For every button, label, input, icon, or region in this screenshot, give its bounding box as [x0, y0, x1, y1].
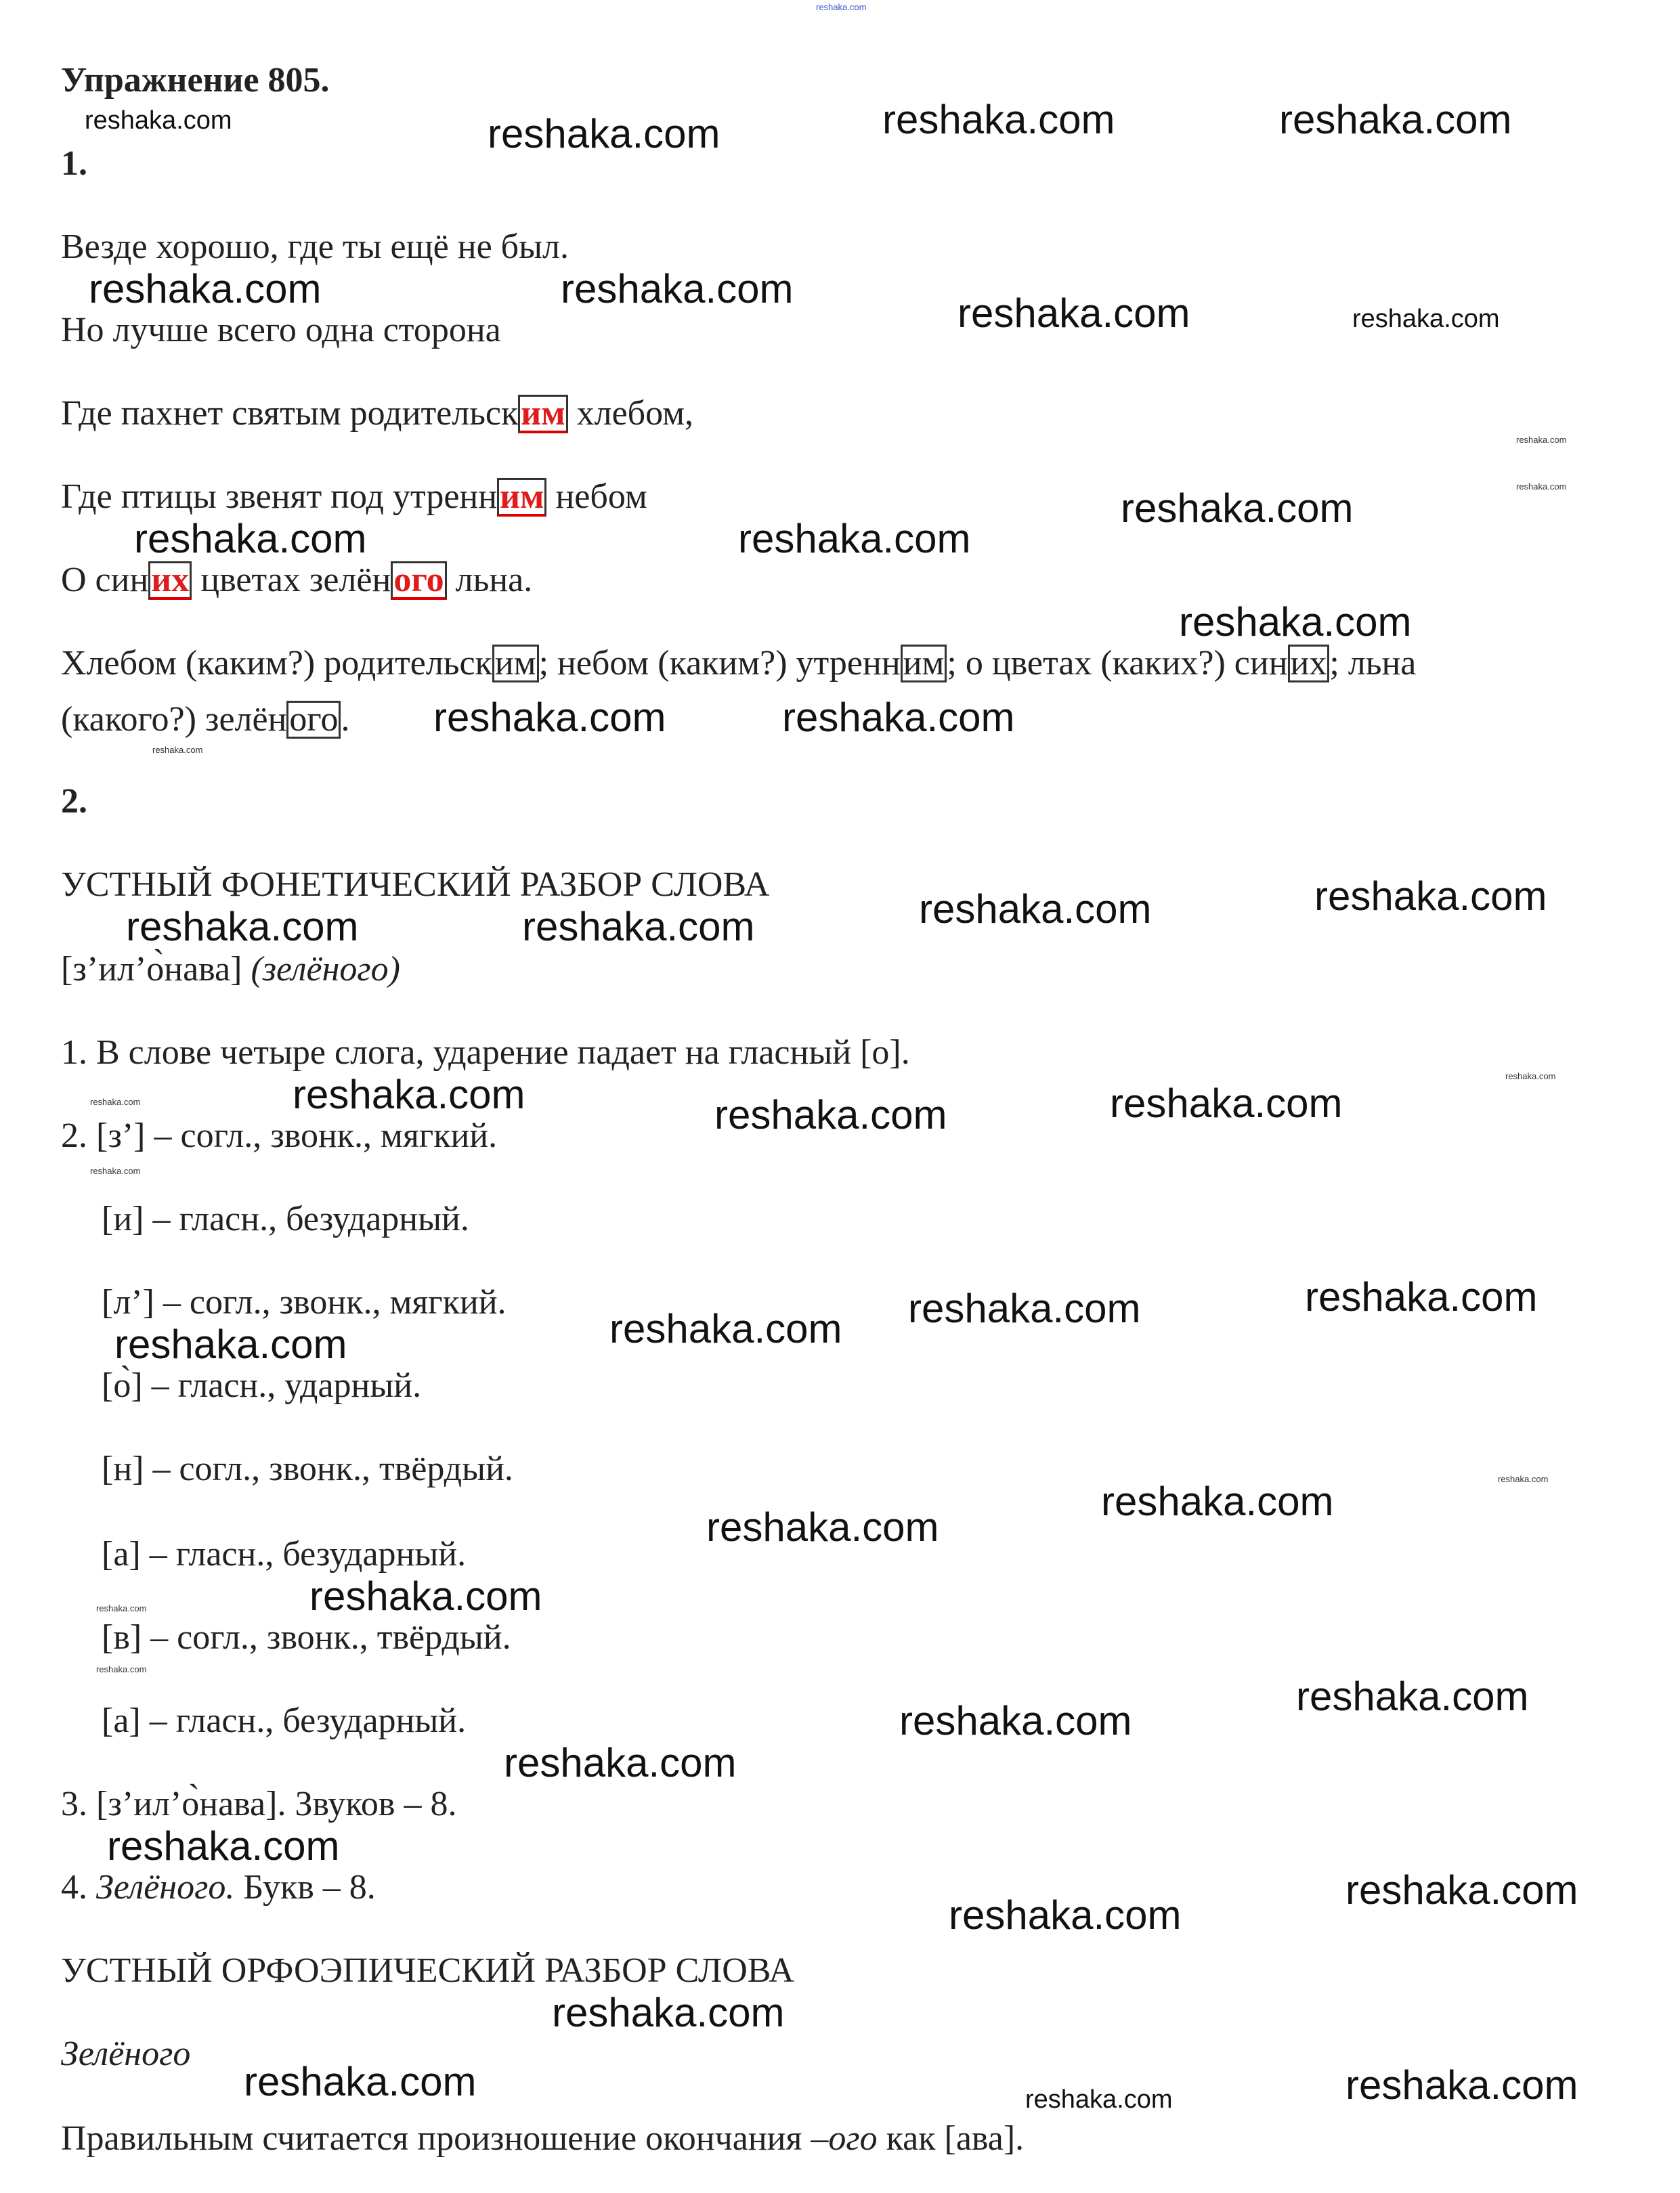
watermark: reshaka.com	[107, 1823, 340, 1869]
boxed-ending: им	[901, 645, 947, 682]
text: небом	[546, 477, 647, 516]
text: Хлебом (каким?) родительск	[61, 644, 492, 682]
text: Букв – 8.	[234, 1868, 376, 1907]
sound: [а] – гласн., безударный.	[102, 1535, 467, 1573]
watermark: reshaka.com	[433, 695, 666, 740]
watermark: reshaka.com	[85, 106, 232, 135]
boxed-ending: ого	[286, 701, 341, 739]
watermark: reshaka.com	[1505, 1071, 1556, 1081]
boxed-ending: их	[1288, 645, 1330, 682]
watermark: reshaka.com	[96, 1603, 147, 1613]
analysis-line-1	[61, 643, 1416, 684]
watermark: reshaka.com	[293, 1072, 525, 1117]
text: Где пахнет святым родительск	[61, 394, 519, 433]
analysis-line-2	[61, 699, 349, 740]
boxed-ending: им	[492, 645, 539, 682]
part-1-label: 1.	[61, 144, 87, 183]
text: Где птицы звенят под утренн	[61, 477, 498, 516]
watermark: reshaka.com	[90, 1166, 141, 1176]
watermark: reshaka.com	[1314, 873, 1547, 919]
watermark: reshaka.com	[908, 1286, 1141, 1331]
watermark: reshaka.com	[90, 1097, 141, 1107]
part-2-label: 2.	[61, 782, 87, 821]
text: ; о цветах (каких?) син	[947, 644, 1288, 682]
item-number: 4.	[61, 1868, 96, 1907]
highlighted-ending: им	[518, 395, 567, 433]
watermark: reshaka.com	[1305, 1274, 1538, 1320]
sound: [н] – согл., звонк., твёрдый.	[102, 1450, 513, 1488]
watermark: reshaka.com	[738, 516, 971, 561]
watermark: reshaka.com	[1025, 2085, 1173, 2114]
watermark: reshaka.com	[561, 266, 794, 311]
highlighted-ending: ого	[391, 561, 446, 600]
text: (какого?) зелён	[61, 700, 287, 739]
watermark: reshaka.com	[714, 1092, 947, 1137]
watermark: reshaka.com	[1121, 485, 1354, 531]
text: Правильным считается произношение окончания	[61, 2119, 811, 2158]
watermark: reshaka.com	[919, 886, 1152, 932]
poem-line-4	[61, 477, 647, 517]
item-4	[61, 1867, 376, 1908]
text: льна.	[446, 561, 533, 599]
watermark: reshaka.com	[89, 266, 322, 311]
item-1: 1. В слове четыре слога, ударение падает на гласный [о].	[61, 1033, 910, 1072]
watermark: reshaka.com	[1101, 1479, 1334, 1524]
watermark: reshaka.com	[244, 2059, 477, 2104]
poem-line-3	[61, 393, 693, 434]
watermark: reshaka.com	[552, 1990, 785, 2035]
watermark: reshaka.com	[488, 111, 720, 156]
text: ; небом (каким?) утренн	[538, 644, 901, 682]
poem-line-2: Но лучше всего одна сторона	[61, 311, 501, 349]
watermark: reshaka.com	[957, 290, 1190, 336]
watermark: reshaka.com	[882, 97, 1115, 142]
word: Зелёного.	[96, 1868, 235, 1907]
watermark: reshaka.com	[816, 2, 867, 12]
text: .	[341, 700, 350, 739]
watermark: reshaka.com	[1498, 1474, 1549, 1484]
text: хлебом,	[567, 394, 694, 433]
orthoepic-word: Зелёного	[61, 2035, 191, 2073]
watermark: reshaka.com	[1345, 1867, 1578, 1913]
watermark: reshaka.com	[899, 1698, 1132, 1743]
poem-line-1: Везде хорошо, где ты ещё не был.	[61, 227, 569, 266]
watermark: reshaka.com	[1345, 2062, 1578, 2108]
watermark: reshaka.com	[1516, 481, 1567, 492]
orthoepic-heading: УСТНЫЙ ОРФОЭПИЧЕСКИЙ РАЗБОР СЛОВА	[61, 1951, 794, 1990]
watermark: reshaka.com	[1110, 1081, 1343, 1126]
highlighted-ending: им	[497, 478, 546, 517]
ending: –ого	[811, 2119, 878, 2158]
text: О син	[61, 561, 149, 599]
highlighted-ending: их	[148, 561, 192, 600]
text: ; льна	[1329, 644, 1417, 682]
text: как [ава].	[877, 2119, 1025, 2158]
item-3: 3. [з’ил’о̀нава]. Звуков – 8.	[61, 1785, 457, 1823]
watermark: reshaka.com	[309, 1573, 542, 1619]
watermark: reshaka.com	[134, 516, 367, 561]
transcription-line	[61, 949, 400, 990]
sound: [а] – гласн., безударный.	[102, 1701, 467, 1740]
orthoepic-text	[61, 2119, 1024, 2159]
text: цветах зелён	[192, 561, 391, 599]
watermark: reshaka.com	[1516, 435, 1567, 445]
watermark: reshaka.com	[522, 904, 755, 949]
watermark: reshaka.com	[126, 904, 359, 949]
watermark: reshaka.com	[1179, 599, 1412, 645]
phonetic-heading: УСТНЫЙ ФОНЕТИЧЕСКИЙ РАЗБОР СЛОВА	[61, 865, 770, 904]
watermark: reshaka.com	[152, 745, 203, 755]
watermark: reshaka.com	[504, 1740, 737, 1785]
poem-line-5	[61, 560, 532, 601]
watermark: reshaka.com	[1279, 97, 1512, 142]
exercise-title: Упражнение 805.	[61, 61, 330, 100]
watermark: reshaka.com	[609, 1306, 842, 1351]
word: (зелёного)	[251, 950, 400, 989]
sound: [л’] – согл., звонк., мягкий.	[102, 1283, 507, 1322]
watermark: reshaka.com	[706, 1504, 939, 1550]
sound: [о̀] – гласн., ударный.	[102, 1366, 422, 1405]
watermark: reshaka.com	[1352, 305, 1500, 333]
sound: [и] – гласн., безударный.	[102, 1200, 469, 1238]
item-2	[61, 1116, 497, 1156]
sound: [з’] – согл., звонк., мягкий.	[96, 1116, 498, 1155]
sound: [в] – согл., звонк., твёрдый.	[102, 1618, 511, 1657]
watermark: reshaka.com	[782, 695, 1015, 740]
watermark: reshaka.com	[949, 1892, 1182, 1938]
watermark: reshaka.com	[96, 1664, 147, 1674]
transcription: [з’ил’о̀нава]	[61, 950, 242, 989]
watermark: reshaka.com	[114, 1322, 347, 1367]
watermark: reshaka.com	[1296, 1674, 1529, 1719]
item-number: 2.	[61, 1116, 96, 1155]
